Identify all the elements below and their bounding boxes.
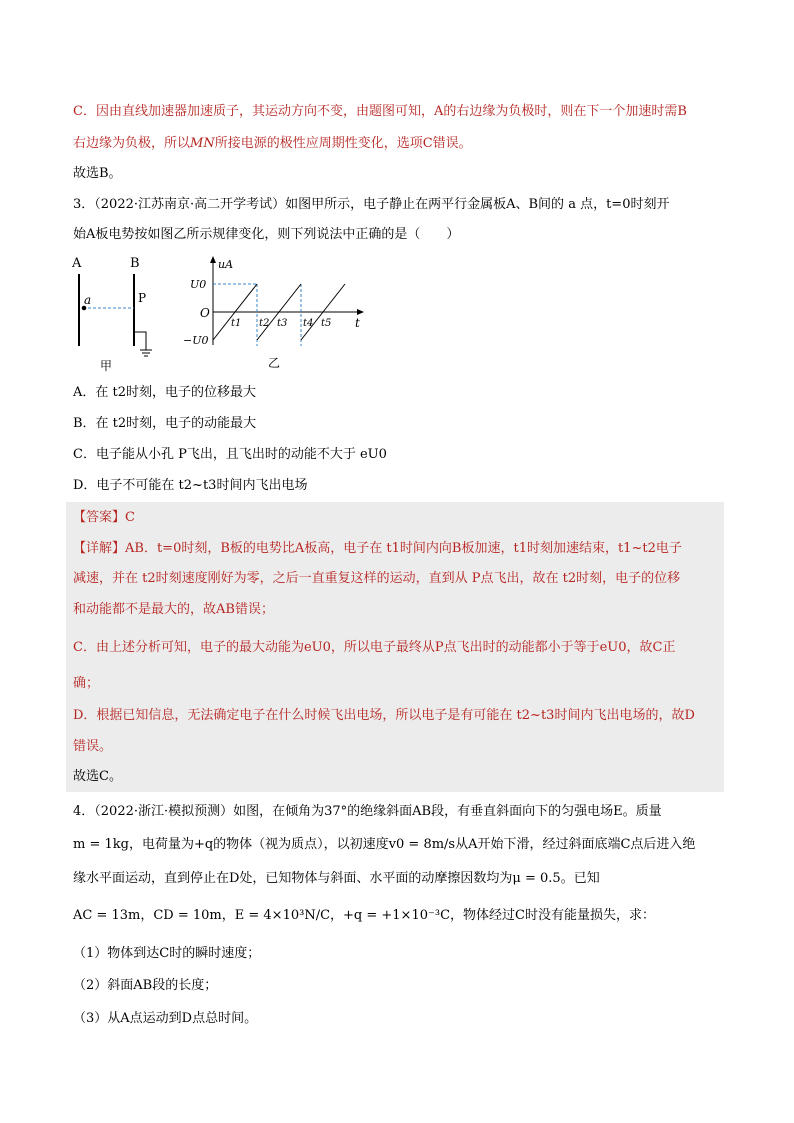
detail-line-6: D．根据已知信息，无法确定电子在什么时候飞出电场，所以电子是有可能在 t2~t3时间内飞出电场的，故D bbox=[73, 708, 695, 723]
detail-line-4: C．由上述分析可知，电子的最大动能为eU0，所以电子最终从P点飞出时的动能都小于等于eU0，故C正 bbox=[73, 640, 676, 655]
answer-block bbox=[66, 502, 724, 792]
point-a-label: a bbox=[84, 293, 92, 307]
answer-label: 【答案】 bbox=[73, 510, 126, 525]
q4-sub-2: （2）斜面AB段的长度； bbox=[73, 978, 218, 993]
q4-line-2: m = 1kg，电荷量为+q的物体（视为质点），以初速度v0 = 8m/s从A开始下滑，经过斜面底端C点后进入绝 bbox=[73, 837, 696, 852]
detail-line-2: 减速，并在 t2时刻速度刚好为零，之后一直重复这样的运动，直到从 P点飞出，故在 t2时刻，电子的位移 bbox=[73, 571, 681, 586]
q4-line-1: 4．（2022·浙江·模拟预测）如图，在倾角为37°的绝缘斜面AB段，有垂直斜面向下的匀强电场E。质量 bbox=[73, 804, 662, 819]
q3-option-c: C．电子能从小孔 P飞出，且飞出时的动能不大于 eU0 bbox=[73, 447, 387, 462]
mn-symbol: MN bbox=[190, 136, 215, 151]
tick-t2: t2 bbox=[259, 318, 270, 329]
tick-t4: t4 bbox=[303, 318, 314, 329]
figure-b-caption: 乙 bbox=[268, 356, 281, 370]
detail-text-1: AB．t=0时刻，B板的电势比A板高，电子在 t1时间内向B板加速，t1时刻加速结束，t1~t2电子 bbox=[125, 541, 682, 556]
plate-a-label: A bbox=[72, 256, 82, 271]
tick-t1: t1 bbox=[231, 318, 242, 329]
y-max-label: U0 bbox=[190, 278, 207, 291]
q4-line-4: AC = 13m，CD = 10m，E = 4×10³N/C，+q = +1×10⁻³C，物体经过C时没有能量损失，求： bbox=[73, 908, 655, 923]
detail-label: 【详解】 bbox=[73, 541, 126, 556]
tick-t5: t5 bbox=[321, 318, 332, 329]
q4-sub-1: （1）物体到达C时的瞬时速度； bbox=[73, 946, 261, 961]
q3-stem-line-2: 始A板电势按如图乙所示规律变化，则下列说法中正确的是（ ） bbox=[73, 227, 460, 242]
q4-sub-3: （3）从A点运动到D点总时间。 bbox=[73, 1011, 258, 1026]
y-min-label: −U0 bbox=[183, 334, 209, 347]
q3-option-a: A．在 t2时刻，电子的位移最大 bbox=[73, 385, 257, 400]
figure-plates bbox=[70, 252, 170, 372]
plate-b-label: B bbox=[130, 256, 140, 271]
detail-line-7: 错误。 bbox=[73, 739, 113, 754]
detail-line-5: 确； bbox=[73, 676, 100, 691]
detail-line-3: 和动能都不是最大的，故AB错误； bbox=[73, 602, 274, 617]
prev-conclusion: 故选B。 bbox=[73, 166, 122, 181]
prev-solution-line-2 bbox=[73, 135, 472, 153]
prev-solution-line-1: C．因由直线加速器加速质子，其运动方向不变，由题图可知，A的右边缘为负极时，则在下一个加速时需B bbox=[73, 104, 687, 119]
q3-option-d: D．电子不可能在 t2~t3时间内飞出电场 bbox=[73, 478, 308, 493]
hole-p-label: P bbox=[138, 291, 147, 305]
q3-option-b: B．在 t2时刻，电子的动能最大 bbox=[73, 416, 257, 431]
answer-line bbox=[73, 509, 135, 527]
origin-label: O bbox=[200, 306, 210, 320]
answer-value: C bbox=[125, 510, 135, 525]
prev-solution-text: 右边缘为负极，所以 bbox=[73, 136, 191, 151]
q3-stem-line-1: 3．（2022·江苏南京·高二开学考试）如图甲所示，电子静止在两平行金属板A、B间的 a 点，t=0时刻开 bbox=[73, 197, 670, 212]
tick-t3: t3 bbox=[277, 318, 288, 329]
x-axis-label: t bbox=[355, 316, 360, 330]
detail-line-1 bbox=[73, 540, 682, 558]
y-axis-label: uA bbox=[218, 258, 234, 271]
figure-voltage-graph bbox=[180, 250, 370, 375]
q4-line-3: 缘水平面运动，直到停止在D处，已知物体与斜面、水平面的动摩擦因数均为μ = 0.5。已知 bbox=[73, 871, 600, 886]
q3-conclusion: 故选C。 bbox=[73, 769, 122, 784]
prev-solution-text-2: 所接电源的极性应周期性变化，选项C错误。 bbox=[214, 136, 472, 151]
figure-a-caption: 甲 bbox=[100, 359, 113, 372]
